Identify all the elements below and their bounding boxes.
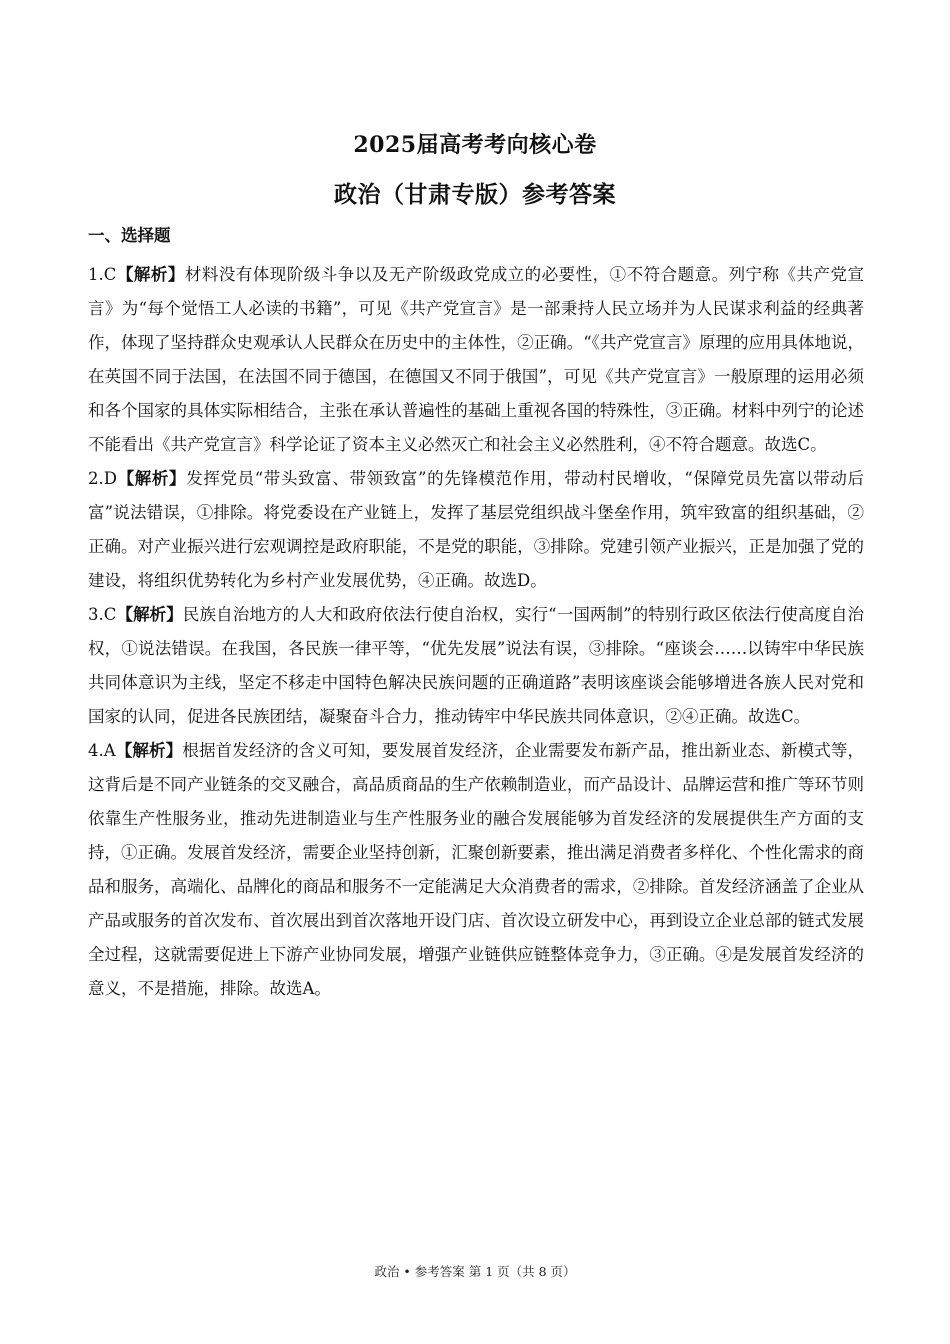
answer-item-4 bbox=[88, 734, 864, 1006]
answer-number: 2.D bbox=[88, 469, 117, 488]
analysis-tag: 【解析】 bbox=[116, 605, 183, 624]
answer-text: 民族自治地方的人大和政府依法行使自治权，实行“一国两制”的特别行政区依法行使高度自治权，①说法错误。在我国，各民族一律平等，“优先发展”说法有误，③排除。“座谈会……以铸牢中华民族共同体意识为主线，坚定不移走中国特色解决民族问题的正确道路”表明该座谈会能够增进各族人民对党和国家的认同，促进各民族团结，凝聚奋斗合力，推动铸牢中华民族共同体意识，②④正确。故选C。 bbox=[88, 605, 865, 726]
analysis-tag: 【解析】 bbox=[115, 741, 183, 760]
answer-item-1 bbox=[88, 258, 864, 462]
document-subtitle: 政治（甘肃专版）参考答案 bbox=[334, 181, 616, 208]
section-heading: 一、选择题 bbox=[88, 226, 171, 245]
answer-text: 根据首发经济的含义可知，要发展首发经济，企业需要发布新产品，推出新业态、新模式等，这背后是不同产业链条的交叉融合，高品质商品的生产依赖制造业，而产品设计、品牌运营和推广等环节则依靠生产性服务业，推动先进制造业与生产性服务业的融合发展能够为首发经济的发展提供生产方面的支持，①正确。发展首发经济，需要企业坚持创新，汇聚创新要素，推出满足消费者多样化、个性化需求的商品和服务，高端化、品牌化的商品和服务不一定能满足大众消费者的需求，②排除。首发经济涵盖了企业从产品或服务的首次发布、首次展出到首次落地开设门店、首次设立研发中心，再到设立企业总部的链式发展全过程，这就需要促进上下游产业协同发展，增强产业链供应链整体竞争力，③正确。④是发展首发经济的意义，不是措施，排除。故选A。 bbox=[88, 741, 865, 998]
answer-item-2 bbox=[88, 462, 864, 598]
document-title: 2025届高考考向核心卷 bbox=[353, 132, 597, 158]
answer-number: 3.C bbox=[88, 605, 117, 624]
answer-number: 4.A bbox=[88, 741, 116, 760]
answer-list bbox=[88, 258, 864, 1006]
analysis-tag: 【解析】 bbox=[116, 265, 185, 284]
analysis-tag: 【解析】 bbox=[116, 469, 187, 488]
answer-number: 1.C bbox=[88, 265, 117, 284]
page-footer: 政治 • 参考答案 第 1 页（共 8 页） bbox=[374, 1264, 576, 1279]
answer-text: 材料没有体现阶级斗争以及无产阶级政党成立的必要性，①不符合题意。列宁称《共产党宣言》为“每个觉悟工人必读的书籍”，可见《共产党宣言》是一部秉持人民立场并为人民谋求利益的经典著作，体现了坚持群众史观承认人民群众在历史中的主体性，②正确。“《共产党宣言》原理的应用具体地说，在英国不同于法国，在法国不同于德国，在德国又不同于俄国”，可见《共产党宣言》一般原理的运用必须和各个国家的具体实际相结合，主张在承认普遍性的基础上重视各国的特殊性，③正确。材料中列宁的论述不能看出《共产党宣言》科学论证了资本主义必然灭亡和社会主义必然胜利，④不符合题意。故选C。 bbox=[88, 265, 865, 454]
answer-item-3 bbox=[88, 598, 864, 734]
answer-text: 发挥党员“带头致富、带领致富”的先锋模范作用，带动村民增收，“保障党员先富以带动后富”说法错误，①排除。将党委设在产业链上，发挥了基层党组织战斗堡垒作用，筑牢致富的组织基础，②正确。对产业振兴进行宏观调控是政府职能，不是党的职能，③排除。党建引领产业振兴，正是加强了党的建设，将组织优势转化为乡村产业发展优势，④正确。故选D。 bbox=[88, 469, 865, 590]
